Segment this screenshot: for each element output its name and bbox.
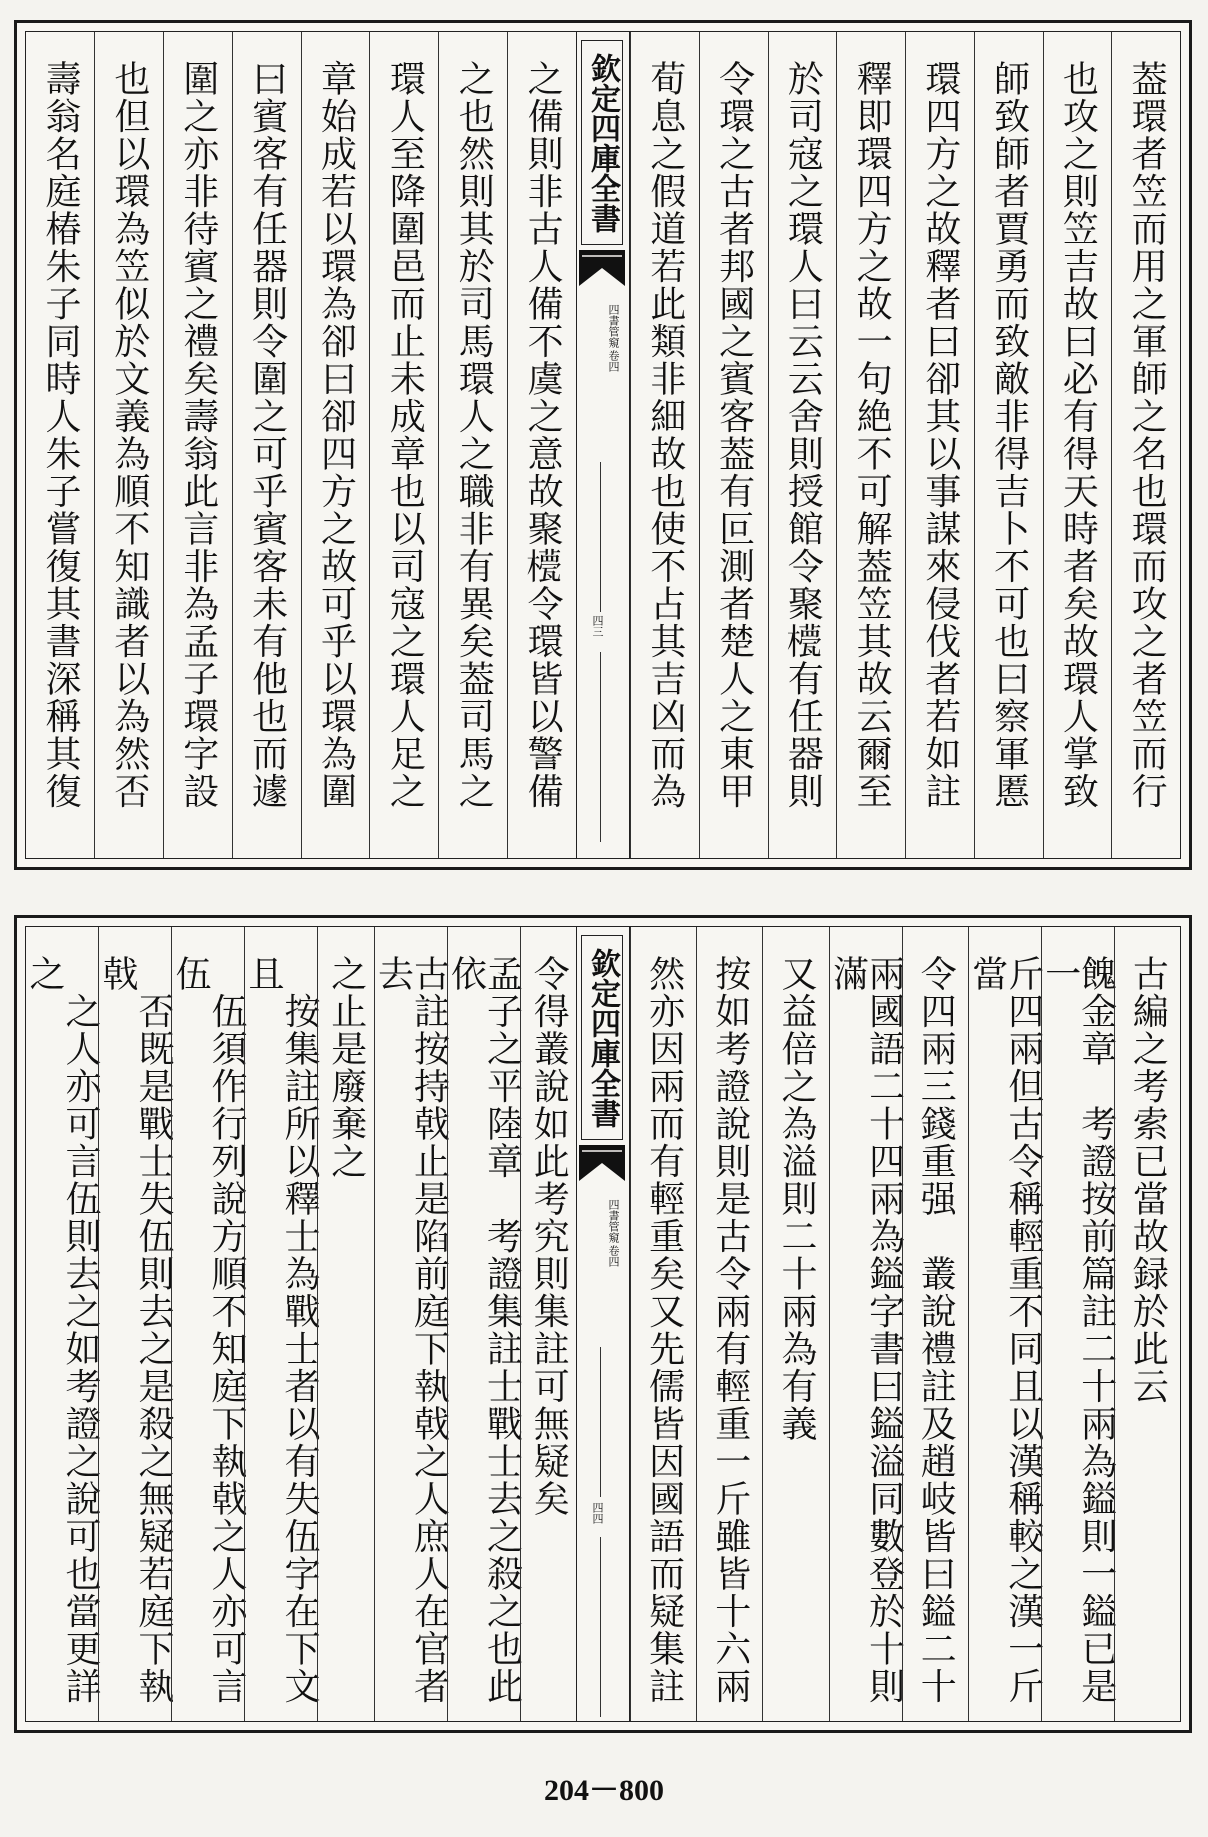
spine-rule [600, 1537, 601, 1717]
text-column: 葢環者笠而用之軍師之名也環而攻之者笠而行 [1111, 32, 1180, 858]
text-column: 斤四兩但古令稱輕重不同且以漢稱較之漢一斤當 [968, 927, 1041, 1721]
spine-rule [600, 462, 601, 612]
text-column: 環人至降圍邑而止未成章也以司寇之環人足之 [369, 32, 438, 858]
spine-rule [600, 1347, 601, 1497]
right-column-group [630, 927, 1180, 1721]
spine-page-number: 四三 [591, 615, 604, 637]
text-column: 荀息之假道若此類非細故也使不占其吉凶而為 [630, 32, 699, 858]
text-column: 令環之古者邦國之賓客葢有叵測者楚人之東甲 [699, 32, 768, 858]
text-column: 令四兩三錢重强 叢說禮註及趙岐皆曰鎰二十 [902, 927, 968, 1721]
fish-tail-mark-icon [579, 1145, 625, 1183]
text-column: 之人亦可言伍則去之如考證之說可也當更詳之 [24, 955, 101, 1705]
text-frame [25, 31, 1181, 859]
page-top [14, 20, 1192, 870]
text-column: 於司寇之環人曰云云舍則授館令聚𣞑有任器則 [768, 32, 837, 858]
text-column: 古註按持戟止是陷前庭下執戟之人庶人在官者去 [374, 927, 447, 1721]
left-column-group [26, 32, 576, 858]
text-column: 壽翁名庭椿朱子同時人朱子嘗復其書深稱其復 [39, 60, 81, 810]
footer-page-number: 204－800 [544, 1774, 664, 1807]
fish-tail-mark-icon [579, 250, 625, 288]
text-column: 否既是戰士失伍則去之是殺之無疑若庭下執戟 [98, 927, 171, 1721]
spine-book-title: 四書管窺 [607, 304, 620, 348]
text-column: 兩國語二十四兩為鎰字書曰鎰溢同數登於十則滿 [829, 927, 902, 1721]
spine-book-title: 四書管窺 [607, 1199, 620, 1243]
text-column: 之止是廢棄之 [317, 927, 374, 1721]
text-column: 按如考證說則是古令兩有輕重一斤雖皆十六兩 [696, 927, 762, 1721]
right-column-group [630, 32, 1180, 858]
text-column: 令得叢說如此考究則集註可無疑矣 [520, 927, 577, 1721]
text-column: 然亦因兩而有輕重矣又先儒皆因國語而疑集註 [630, 927, 696, 1721]
center-spine [576, 32, 630, 858]
text-column: 古編之考索已當故録於此云 [1114, 927, 1180, 1721]
text-column: 釋即環四方之故一句絶不可解葢笠其故云爾至 [836, 32, 905, 858]
text-column: 曰賓客有任器則令圍之可乎賓客未有他也而遽 [232, 32, 301, 858]
text-column: 之備則非古人備不虞之意故聚𣞑令環皆以警備 [507, 32, 576, 858]
text-column: 之也然則其於司馬環人之職非有異矣葢司馬之 [438, 32, 507, 858]
spine-volume: 卷四 [607, 1245, 620, 1267]
text-column: 孟子之平陸章 考證集註士戰士去之殺之也此依 [447, 927, 520, 1721]
spine-rule [600, 652, 601, 842]
center-spine [576, 927, 630, 1721]
spine-subtitle [585, 1199, 619, 1267]
text-column: 餽金章 考證按前篇註二十兩為鎰則一鎰已是一 [1041, 927, 1114, 1721]
spine-title: 欽定四庫全書 [581, 40, 623, 245]
text-frame [25, 926, 1181, 1722]
text-column: 伍須作行列說方順不知庭下執戟之人亦可言伍 [171, 927, 244, 1721]
spine-subtitle [585, 304, 619, 372]
spine-volume: 卷四 [607, 350, 620, 372]
text-column: 圍之亦非待賓之禮矣壽翁此言非為孟子環字設 [163, 32, 232, 858]
text-column: 按集註所以釋士為戰士者以有失伍字在下文且 [244, 927, 317, 1721]
spine-title: 欽定四庫全書 [581, 935, 623, 1140]
text-column: 環四方之故釋者曰卻其以事謀來侵伐者若如註 [905, 32, 974, 858]
left-column-group [26, 927, 576, 1721]
page-bottom [14, 915, 1192, 1733]
text-column: 章始成若以環為卻曰卻四方之故可乎以環為圍 [301, 32, 370, 858]
text-column: 也攻之則笠吉故曰必有得天時者矣故環人掌致 [1043, 32, 1112, 858]
text-column: 又益倍之為溢則二十兩為有義 [762, 927, 828, 1721]
text-column: 也但以環為笠似於文義為順不知識者以為然否 [94, 32, 163, 858]
spine-page-number: 四四 [591, 1502, 604, 1524]
text-column: 師致師者賈勇而致敵非得吉卜不可也曰察軍慝 [974, 32, 1043, 858]
